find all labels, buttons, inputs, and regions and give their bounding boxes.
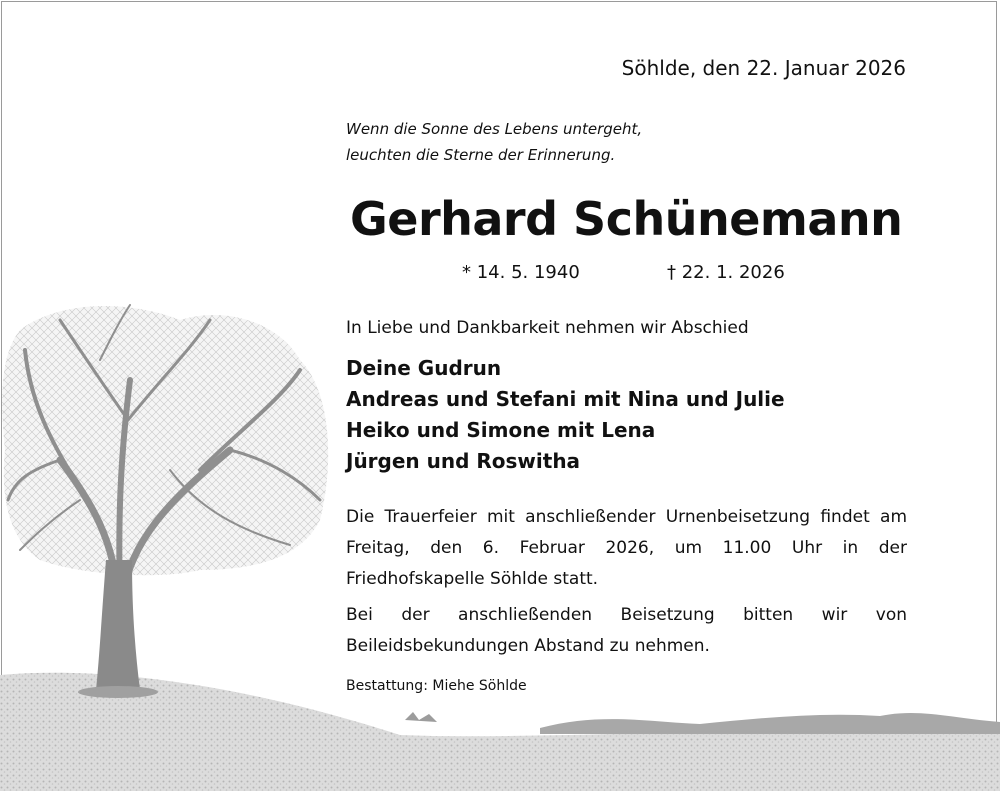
tree-trunk	[96, 560, 140, 690]
death-date: † 22. 1. 2026	[667, 262, 785, 283]
distant-hills	[540, 713, 1000, 734]
farewell-intro: In Liebe und Dankbarkeit nehmen wir Abschied	[346, 318, 749, 338]
funeral-service-info: Die Trauerfeier mit anschließender Urnenbeisetzung findet am Freitag, den 6. Februar 2026, um 11.00 Uhr in der Friedhofskapelle Söhlde statt.	[346, 507, 907, 589]
place-date: Söhlde, den 22. Januar 2026	[621, 56, 906, 80]
motto-line-1: Wenn die Sonne des Lebens untergeht,	[346, 120, 643, 138]
deceased-name: Gerhard Schünemann	[350, 192, 903, 246]
birth-date: * 14. 5. 1940	[462, 262, 580, 283]
undertaker: Bestattung: Miehe Söhlde	[346, 678, 527, 694]
mourner-line: Andreas und Stefani mit Nina und Julie	[346, 387, 785, 411]
condolence-request: Bei der anschließenden Beisetzung bitten wir von Beileidsbekundungen Abstand zu nehmen.	[346, 605, 907, 656]
mourner-line: Jürgen und Roswitha	[346, 449, 581, 473]
motto-line-2: leuchten die Sterne der Erinnerung.	[346, 146, 616, 164]
mourner-line: Heiko und Simone mit Lena	[346, 418, 656, 442]
mourner-line: Deine Gudrun	[346, 356, 502, 380]
